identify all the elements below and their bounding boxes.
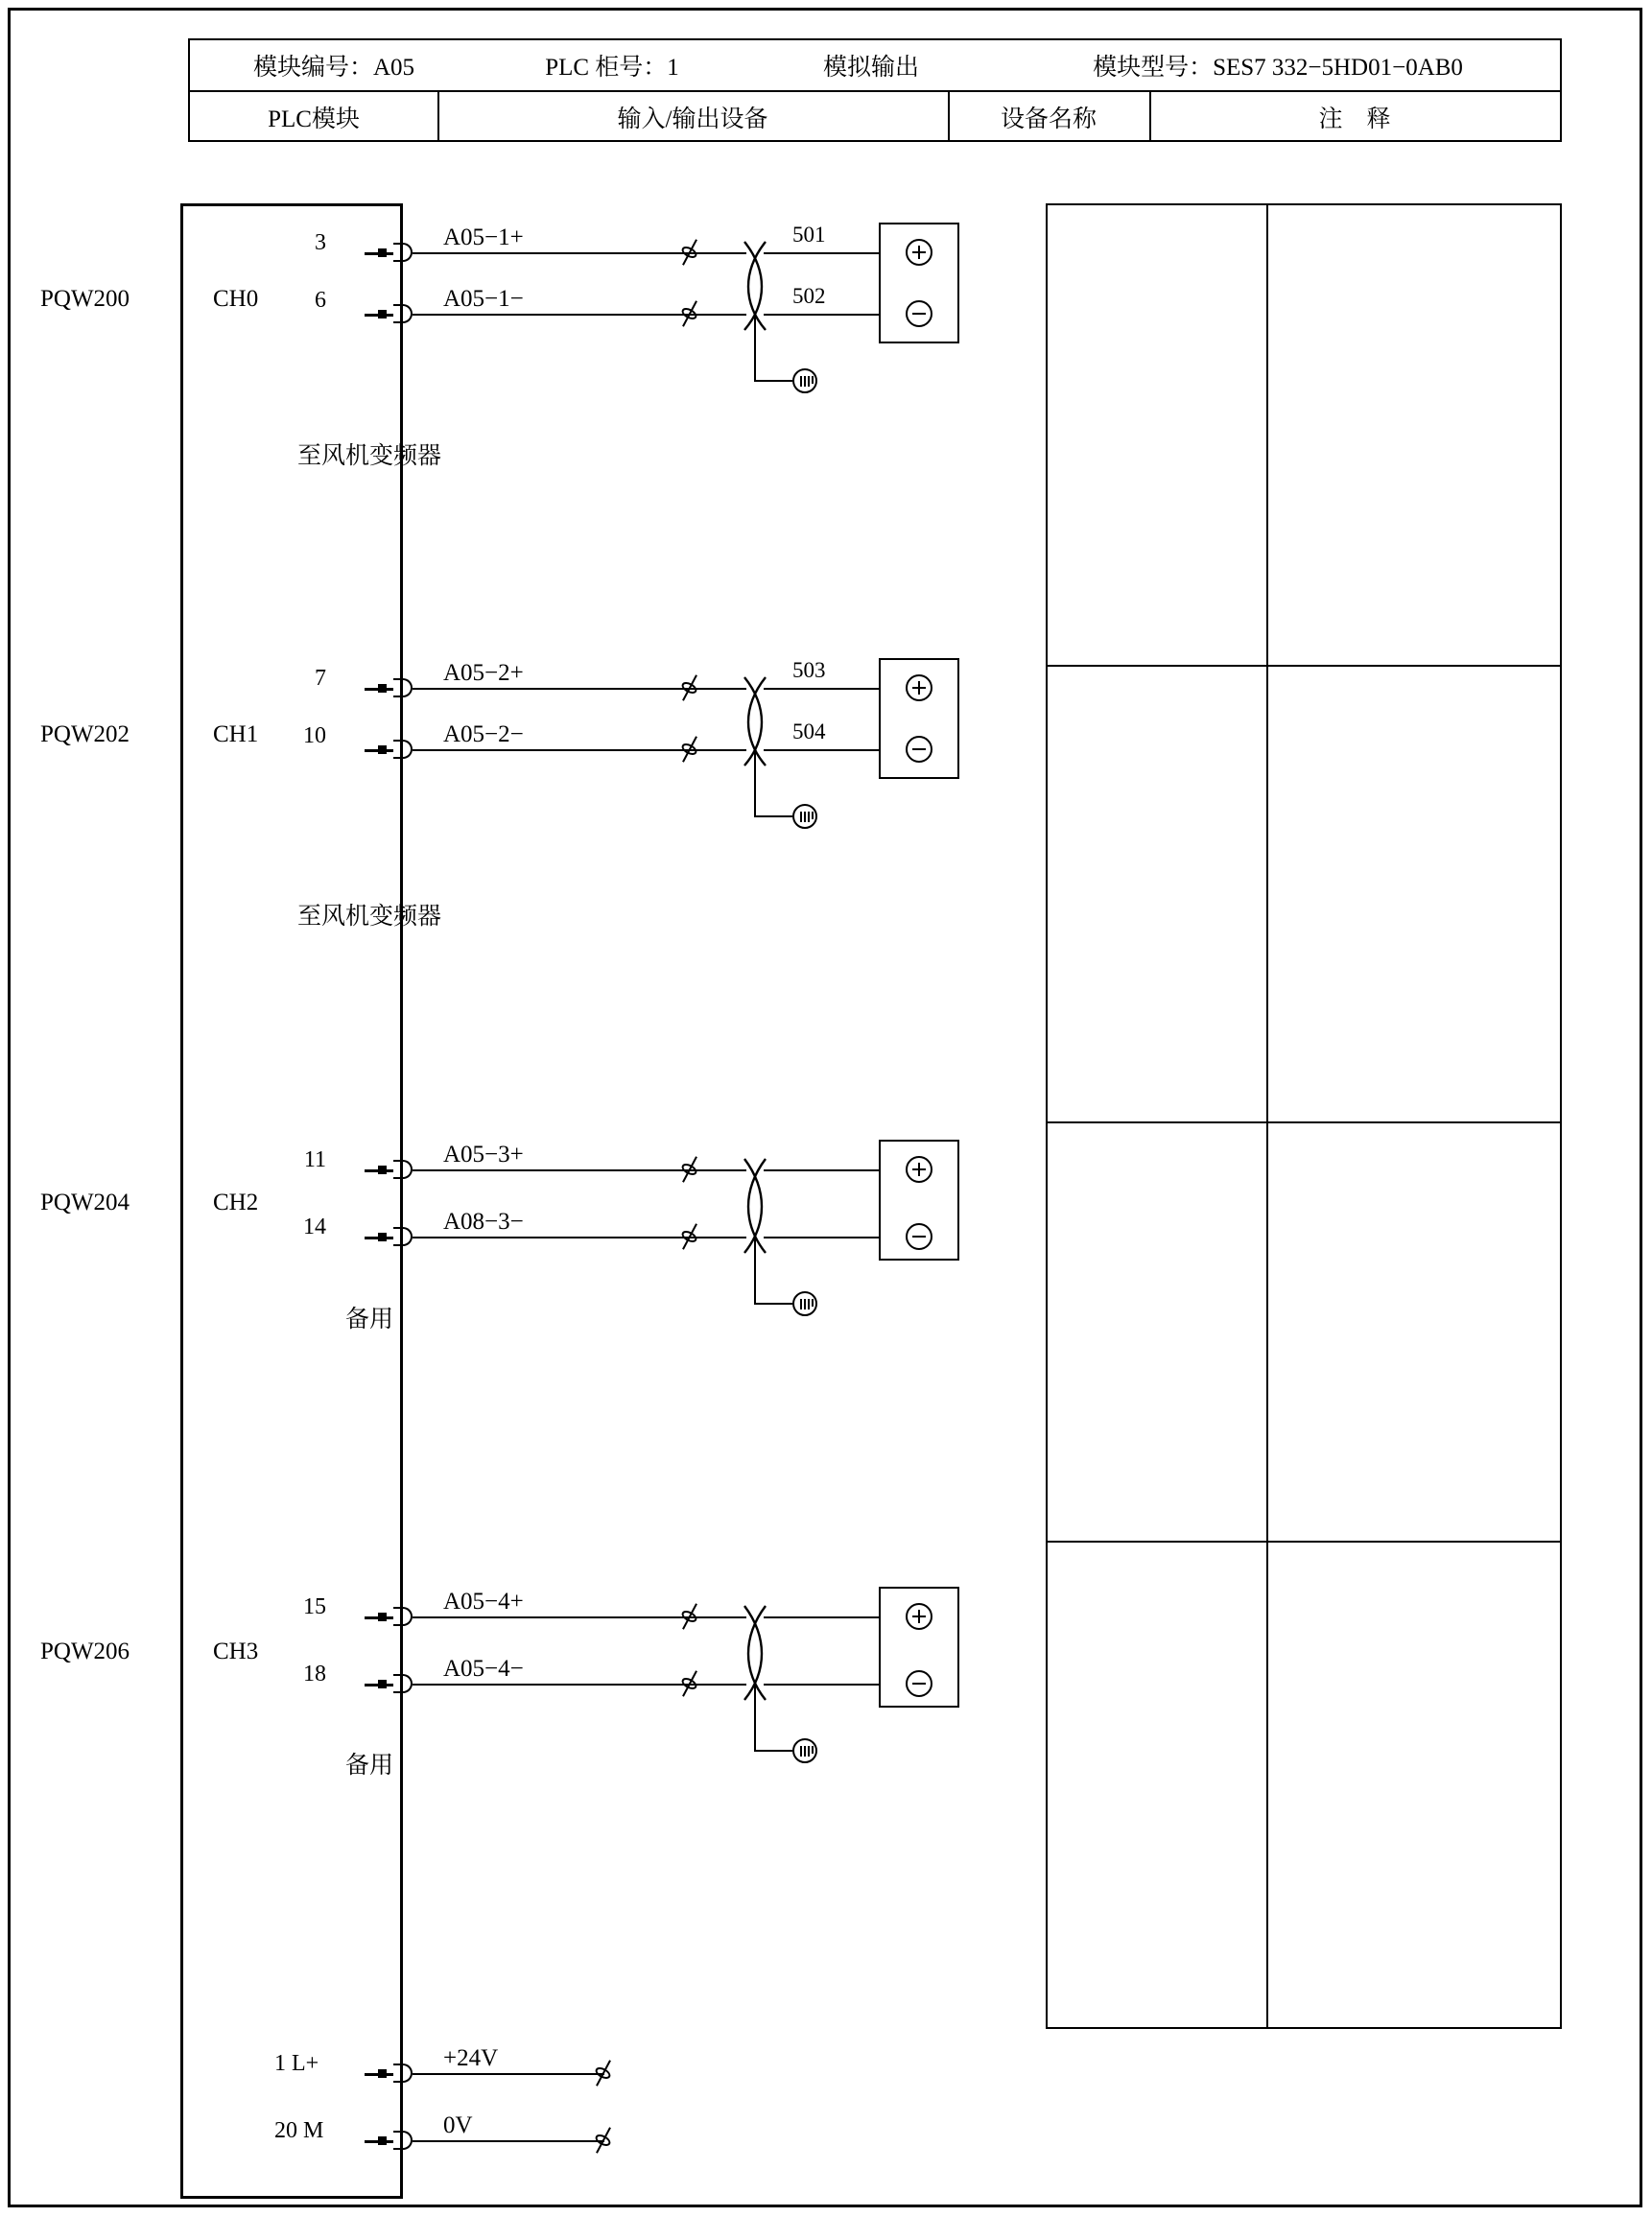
wire-2-plus bbox=[413, 1169, 691, 1171]
remark-row-divider-3 bbox=[1048, 1541, 1560, 1543]
wire-label-2-plus: A05−3+ bbox=[443, 1142, 524, 1167]
terminal-marker-power-plus bbox=[591, 2061, 616, 2086]
remark-table-divider bbox=[1266, 205, 1268, 2027]
col-remark: 注 释 bbox=[1318, 106, 1391, 132]
pin-number-1-minus: 10 bbox=[303, 723, 326, 748]
remark-text-1: 至风机变频器 bbox=[296, 904, 441, 930]
module-number-cell: 模块编号：A05 bbox=[252, 55, 415, 81]
wire-label-0-minus: A05−1− bbox=[443, 286, 524, 312]
header-table bbox=[188, 38, 1562, 142]
wire-2-minus bbox=[413, 1237, 691, 1238]
power-label-minus: 0V bbox=[443, 2112, 473, 2138]
module-kind-cell: 模拟输出 bbox=[822, 55, 919, 81]
wire-power-minus bbox=[413, 2140, 604, 2142]
channel-address-1: PQW202 bbox=[40, 721, 130, 747]
device-minus-terminal-1 bbox=[906, 736, 932, 763]
remark-table bbox=[1046, 203, 1562, 2029]
col-io-device: 输入/输出设备 bbox=[617, 106, 768, 132]
wire-3-minus bbox=[413, 1684, 691, 1686]
col-plc-module: PLC模块 bbox=[268, 106, 360, 132]
pin-number-0-minus: 6 bbox=[315, 288, 326, 313]
device-minus-terminal-3 bbox=[906, 1670, 932, 1697]
wire-label-0-plus: A05−1+ bbox=[443, 224, 524, 250]
wire-0-minus bbox=[413, 314, 691, 316]
ground-symbol-3 bbox=[792, 1738, 817, 1763]
remark-text-2: 备用 bbox=[344, 1307, 393, 1333]
terminal-label-1-plus: 503 bbox=[792, 658, 826, 682]
ground-symbol-0 bbox=[792, 368, 817, 393]
terminal-label-1-minus: 504 bbox=[792, 719, 826, 743]
power-label-plus: +24V bbox=[443, 2045, 499, 2071]
cabinet-number-cell: PLC 柜号：1 bbox=[545, 55, 679, 81]
channel-address-2: PQW204 bbox=[40, 1190, 130, 1215]
channel-address-3: PQW206 bbox=[40, 1639, 130, 1664]
pin-number-3-plus: 15 bbox=[303, 1594, 326, 1619]
channel-name-1: CH1 bbox=[213, 721, 259, 747]
wire-0-plus bbox=[413, 252, 691, 254]
terminal-label-0-minus: 502 bbox=[792, 284, 826, 308]
ground-symbol-1 bbox=[792, 804, 817, 829]
channel-name-3: CH3 bbox=[213, 1639, 259, 1664]
pin-number-2-plus: 11 bbox=[303, 1147, 326, 1172]
wire-1-minus bbox=[413, 749, 691, 751]
power-pin-minus: 20 M bbox=[274, 2118, 324, 2143]
wire-label-1-minus: A05−2− bbox=[443, 721, 524, 747]
col-device-name: 设备名称 bbox=[1000, 106, 1097, 132]
device-plus-terminal-0 bbox=[906, 239, 932, 266]
wire-power-plus bbox=[413, 2073, 604, 2075]
header-row-bottom bbox=[190, 92, 1560, 142]
channel-name-2: CH2 bbox=[213, 1190, 259, 1215]
remark-text-0: 至风机变频器 bbox=[296, 443, 441, 469]
wire-label-1-plus: A05−2+ bbox=[443, 660, 524, 686]
wire-label-3-minus: A05−4− bbox=[443, 1656, 524, 1682]
channel-address-0: PQW200 bbox=[40, 286, 130, 312]
wire-label-3-plus: A05−4+ bbox=[443, 1589, 524, 1615]
channel-name-0: CH0 bbox=[213, 286, 259, 312]
pin-number-1-plus: 7 bbox=[315, 666, 326, 691]
power-pin-plus: 1 L+ bbox=[274, 2051, 319, 2076]
remark-row-divider-1 bbox=[1048, 665, 1560, 667]
device-plus-terminal-1 bbox=[906, 674, 932, 701]
device-plus-terminal-3 bbox=[906, 1603, 932, 1630]
device-minus-terminal-2 bbox=[906, 1223, 932, 1250]
terminal-label-0-plus: 501 bbox=[792, 223, 826, 247]
module-model-cell: 模块型号：SES7 332−5HD01−0AB0 bbox=[1093, 55, 1463, 81]
wire-label-2-minus: A08−3− bbox=[443, 1209, 524, 1235]
wire-3-plus bbox=[413, 1616, 691, 1618]
device-plus-terminal-2 bbox=[906, 1156, 932, 1183]
wire-1-plus bbox=[413, 688, 691, 690]
pin-number-0-plus: 3 bbox=[315, 230, 326, 255]
device-minus-terminal-0 bbox=[906, 300, 932, 327]
pin-number-2-minus: 14 bbox=[303, 1215, 326, 1239]
header-row-top bbox=[190, 40, 1560, 92]
remark-row-divider-2 bbox=[1048, 1121, 1560, 1123]
pin-number-3-minus: 18 bbox=[303, 1662, 326, 1686]
ground-symbol-2 bbox=[792, 1291, 817, 1316]
terminal-marker-power-minus bbox=[591, 2128, 616, 2153]
remark-text-3: 备用 bbox=[344, 1753, 393, 1779]
